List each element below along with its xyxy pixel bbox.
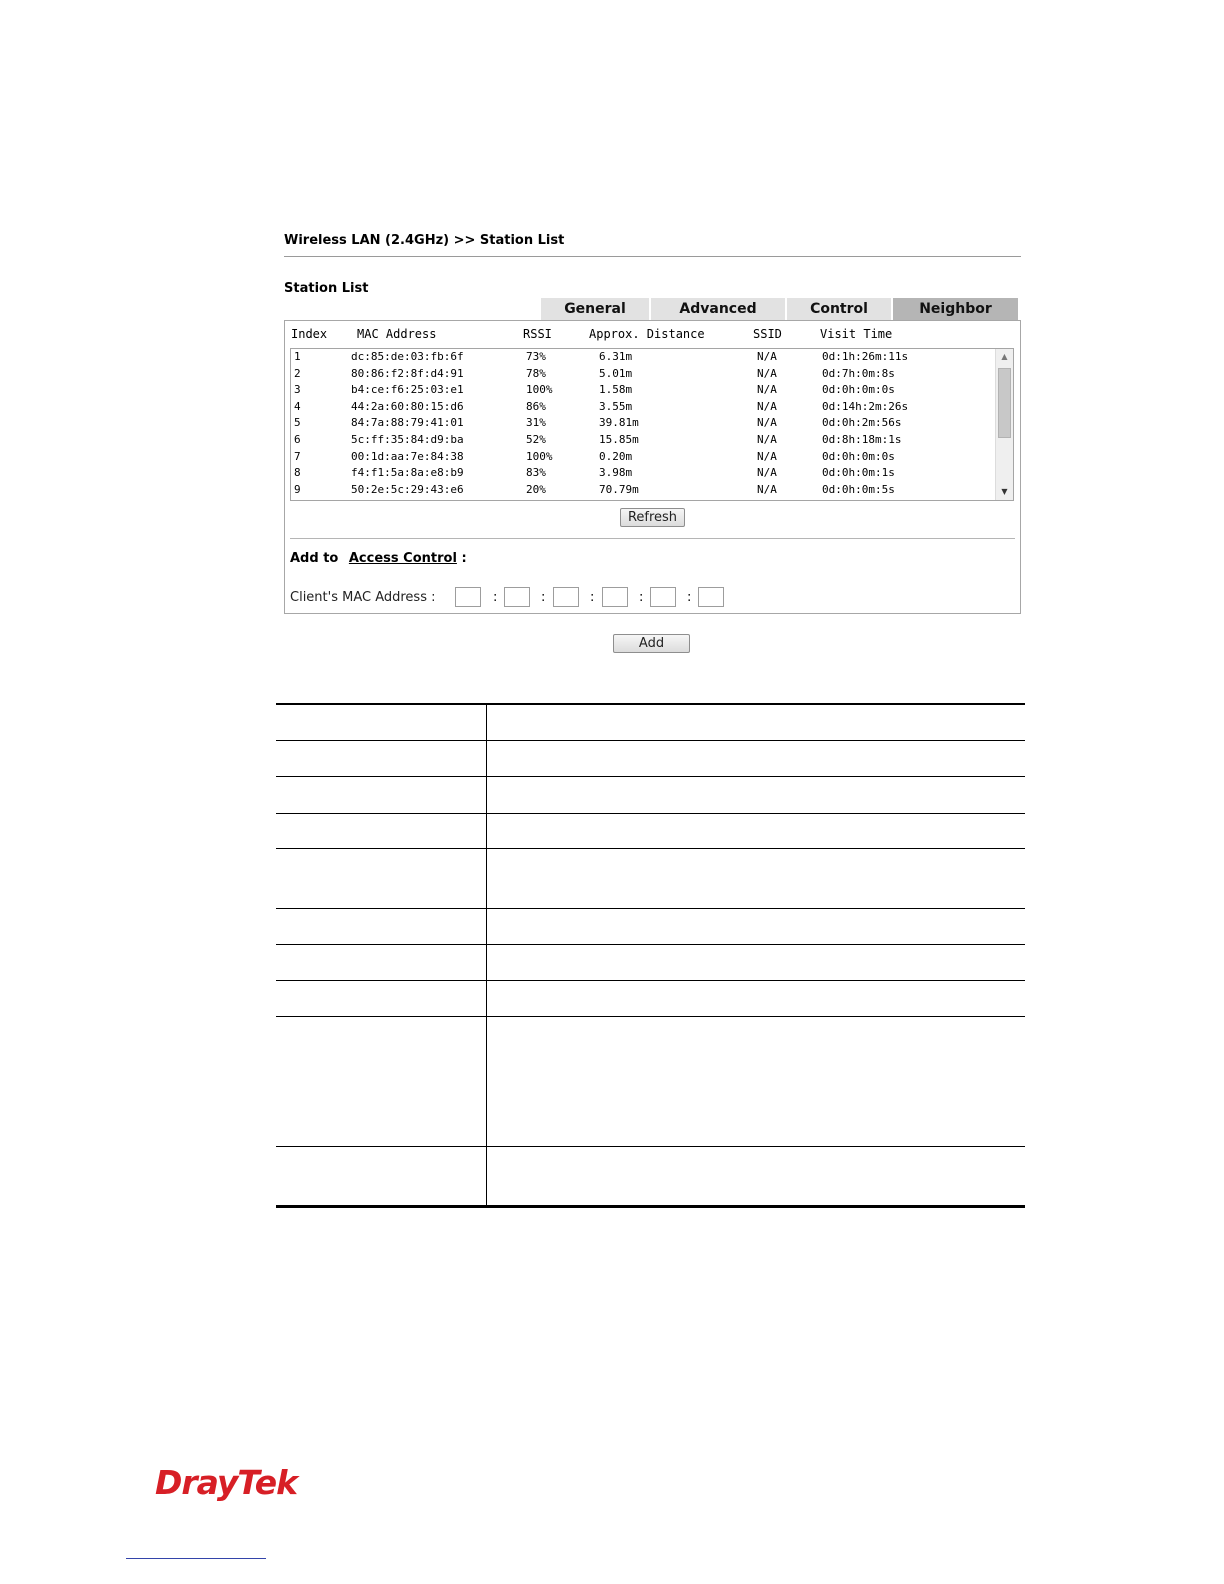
column-header-rssi: RSSI bbox=[523, 327, 552, 341]
cell-rssi: 86% bbox=[526, 399, 546, 413]
cell-index: 8 bbox=[294, 466, 301, 480]
station-row[interactable] bbox=[291, 349, 995, 366]
cell-ssid: N/A bbox=[757, 482, 777, 496]
cell-rssi: 31% bbox=[526, 416, 546, 430]
list-scrollbar[interactable] bbox=[995, 349, 1013, 500]
column-header-index: Index bbox=[291, 327, 328, 341]
mac-octet-2-input[interactable] bbox=[504, 587, 530, 607]
access-control-link[interactable]: Access Control bbox=[348, 551, 457, 566]
cell-index: 2 bbox=[294, 366, 301, 380]
cell-ssid: N/A bbox=[757, 366, 777, 380]
add-button[interactable]: Add bbox=[613, 634, 690, 653]
column-header-ssid: SSID bbox=[753, 327, 782, 341]
cell-rssi: 73% bbox=[526, 350, 546, 363]
cell-visit-time: 0d:1h:26m:11s bbox=[822, 350, 909, 363]
section-title: Station List bbox=[284, 281, 369, 296]
mac-octet-6-input[interactable] bbox=[698, 587, 724, 607]
tab-bar bbox=[541, 298, 1020, 320]
cell-ssid: N/A bbox=[757, 350, 777, 363]
cell-distance: 3.55m bbox=[599, 399, 633, 413]
station-row[interactable] bbox=[291, 432, 995, 449]
station-row[interactable] bbox=[291, 449, 995, 466]
footer-link-underline bbox=[126, 1558, 266, 1559]
station-row[interactable] bbox=[291, 399, 995, 416]
station-row[interactable] bbox=[291, 366, 995, 383]
cell-distance: 6.31m bbox=[599, 350, 633, 363]
cell-distance: 15.85m bbox=[599, 432, 639, 446]
cell-visit-time: 0d:7h:0m:8s bbox=[822, 366, 895, 380]
cell-mac: 50:2e:5c:29:43:e6 bbox=[351, 482, 464, 496]
cell-rssi: 100% bbox=[526, 383, 553, 397]
table-row bbox=[276, 740, 1025, 776]
cell-mac: 00:1d:aa:7e:84:38 bbox=[351, 449, 464, 463]
tab-control[interactable]: Control bbox=[787, 298, 891, 320]
tab-advanced[interactable]: Advanced bbox=[651, 298, 785, 320]
cell-visit-time: 0d:14h:2m:26s bbox=[822, 399, 909, 413]
table-row bbox=[276, 908, 1025, 944]
draytek-logo: DrayTek bbox=[155, 1463, 298, 1502]
mac-octet-3-input[interactable] bbox=[553, 587, 579, 607]
cell-mac: b4:ce:f6:25:03:e1 bbox=[351, 383, 464, 397]
cell-distance: 70.79m bbox=[599, 482, 639, 496]
station-row[interactable] bbox=[291, 465, 995, 482]
cell-index: 4 bbox=[294, 399, 301, 413]
cell-index: 6 bbox=[294, 432, 301, 446]
cell-visit-time: 0d:0h:2m:56s bbox=[822, 416, 902, 430]
station-rows bbox=[291, 349, 995, 498]
station-listbox[interactable] bbox=[290, 348, 1014, 501]
cell-ssid: N/A bbox=[757, 466, 777, 480]
cell-rssi: 20% bbox=[526, 482, 546, 496]
mac-separator: : bbox=[590, 590, 595, 605]
station-row[interactable] bbox=[291, 482, 995, 499]
cell-visit-time: 0d:0h:0m:1s bbox=[822, 466, 895, 480]
scroll-down-arrow-icon[interactable]: ▼ bbox=[1001, 487, 1008, 496]
description-table bbox=[276, 703, 1025, 1208]
breadcrumb: Wireless LAN (2.4GHz) >> Station List bbox=[284, 233, 565, 248]
mac-separator: : bbox=[639, 590, 644, 605]
cell-mac: 80:86:f2:8f:d4:91 bbox=[351, 366, 464, 380]
cell-index: 1 bbox=[294, 350, 301, 363]
panel-divider bbox=[290, 538, 1015, 539]
table-row bbox=[276, 944, 1025, 980]
scroll-up-arrow-icon[interactable]: ▲ bbox=[1001, 352, 1008, 361]
tab-general[interactable]: General bbox=[541, 298, 649, 320]
cell-distance: 1.58m bbox=[599, 383, 633, 397]
table-row bbox=[276, 980, 1025, 1016]
table-row bbox=[276, 1016, 1025, 1146]
cell-ssid: N/A bbox=[757, 399, 777, 413]
cell-rssi: 52% bbox=[526, 432, 546, 446]
mac-octet-4-input[interactable] bbox=[602, 587, 628, 607]
cell-ssid: N/A bbox=[757, 383, 777, 397]
cell-index: 9 bbox=[294, 482, 301, 496]
column-header-mac: MAC Address bbox=[357, 327, 437, 341]
cell-ssid: N/A bbox=[757, 416, 777, 430]
cell-mac: dc:85:de:03:fb:6f bbox=[351, 350, 464, 363]
cell-visit-time: 0d:0h:0m:0s bbox=[822, 383, 895, 397]
table-row bbox=[276, 848, 1025, 908]
mac-octet-5-input[interactable] bbox=[650, 587, 676, 607]
tab-neighbor[interactable]: Neighbor bbox=[893, 298, 1018, 320]
cell-ssid: N/A bbox=[757, 449, 777, 463]
header-divider bbox=[284, 256, 1021, 257]
cell-distance: 5.01m bbox=[599, 366, 633, 380]
station-row[interactable] bbox=[291, 415, 995, 432]
cell-mac: 5c:ff:35:84:d9:ba bbox=[351, 432, 464, 446]
cell-visit-time: 0d:0h:0m:0s bbox=[822, 449, 895, 463]
cell-mac: 84:7a:88:79:41:01 bbox=[351, 416, 464, 430]
cell-distance: 0.20m bbox=[599, 449, 633, 463]
add-to-colon: : bbox=[461, 551, 467, 566]
cell-ssid: N/A bbox=[757, 432, 777, 446]
cell-index: 5 bbox=[294, 416, 301, 430]
mac-separator: : bbox=[687, 590, 692, 605]
table-row bbox=[276, 1146, 1025, 1206]
add-to-access-control bbox=[290, 551, 467, 566]
column-header-visit-time: Visit Time bbox=[820, 327, 893, 341]
cell-index: 3 bbox=[294, 383, 301, 397]
cell-mac: 44:2a:60:80:15:d6 bbox=[351, 399, 464, 413]
refresh-button[interactable]: Refresh bbox=[620, 508, 685, 527]
scroll-thumb[interactable] bbox=[998, 368, 1011, 438]
mac-octet-1-input[interactable] bbox=[455, 587, 481, 607]
cell-visit-time: 0d:0h:0m:5s bbox=[822, 482, 895, 496]
cell-mac: f4:f1:5a:8a:e8:b9 bbox=[351, 466, 464, 480]
table-row bbox=[276, 776, 1025, 813]
mac-separator: : bbox=[493, 590, 498, 605]
cell-rssi: 83% bbox=[526, 466, 546, 480]
cell-distance: 39.81m bbox=[599, 416, 639, 430]
cell-rssi: 78% bbox=[526, 366, 546, 380]
add-to-label: Add to bbox=[290, 551, 339, 566]
cell-rssi: 100% bbox=[526, 449, 553, 463]
cell-index: 7 bbox=[294, 449, 301, 463]
table-row bbox=[276, 813, 1025, 848]
cell-visit-time: 0d:8h:18m:1s bbox=[822, 432, 902, 446]
table-row bbox=[276, 704, 1025, 740]
station-list-panel bbox=[284, 320, 1021, 614]
client-mac-label: Client's MAC Address : bbox=[290, 590, 436, 605]
mac-separator: : bbox=[541, 590, 546, 605]
cell-distance: 3.98m bbox=[599, 466, 633, 480]
station-row[interactable] bbox=[291, 382, 995, 399]
column-header-distance: Approx. Distance bbox=[589, 327, 705, 341]
